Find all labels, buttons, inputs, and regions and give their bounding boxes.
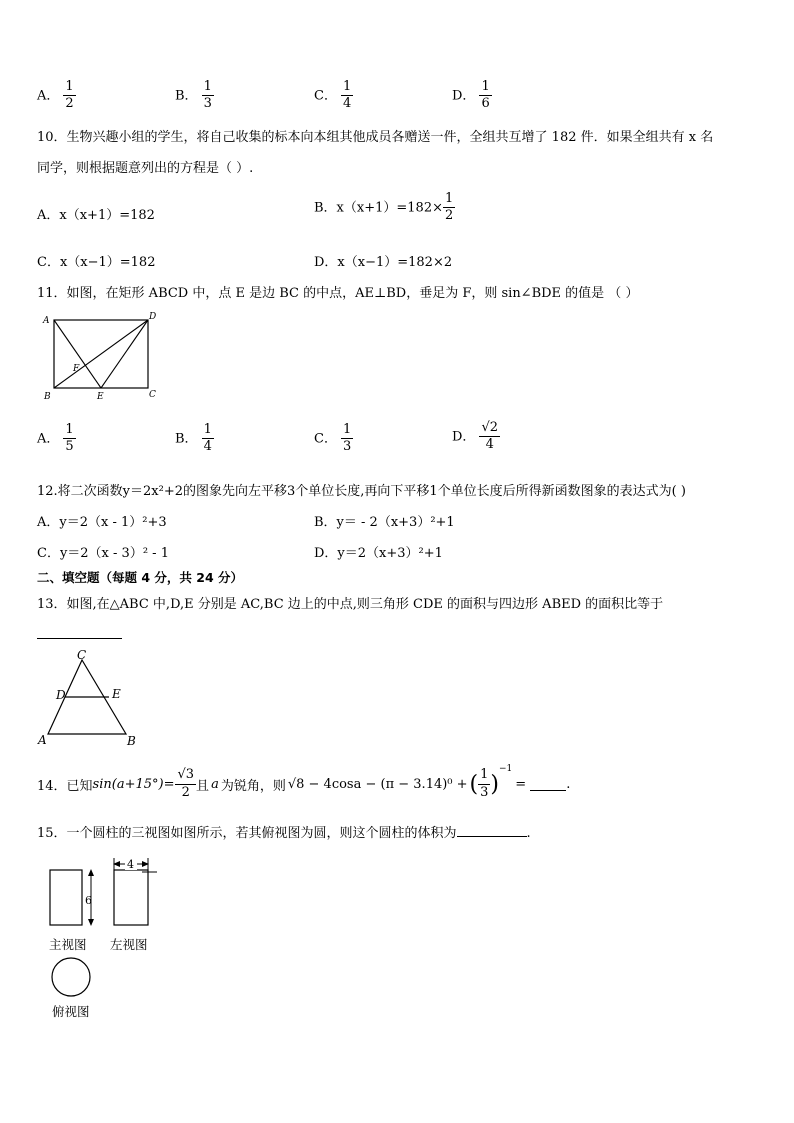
q15-end: . bbox=[526, 826, 531, 841]
q11-option-d bbox=[452, 421, 500, 453]
label-c: C bbox=[77, 648, 87, 662]
option-letter: B． bbox=[175, 88, 198, 104]
q12-option-b: B．y＝ - 2（x+3）²+1 bbox=[314, 515, 455, 530]
fraction: $\frac{√2}{4}$ bbox=[481, 420, 498, 453]
q9-option-c bbox=[314, 80, 353, 112]
q9-option-a bbox=[37, 80, 76, 112]
q10-stem-line1: 10．生物兴趣小组的学生，将自己收集的标本向本组其他成员各赠送一件，全组共互增了 182 件．如果全组共有 x 名 bbox=[37, 130, 714, 145]
fraction: $\frac{1}{4}$ bbox=[342, 79, 352, 112]
sqrt3-over-2-fraction: $\frac{√3}{2}$ bbox=[177, 767, 195, 800]
left-view-label: 左视图 bbox=[110, 937, 148, 952]
section-heading: 二、填空题（每题 4 分，共 24 分） bbox=[37, 570, 244, 585]
equals-sign: = bbox=[515, 776, 527, 792]
q10-stem-line2: 同学，则根据题意列出的方程是（ ）. bbox=[37, 161, 254, 176]
fraction: $\frac{1}{3}$ bbox=[342, 422, 352, 455]
q14-prefix: 14．已知 bbox=[37, 778, 93, 794]
top-view-circle-figure bbox=[50, 956, 94, 1000]
fraction: $\frac{1}{2}$ bbox=[65, 79, 74, 112]
label-e: E bbox=[112, 687, 121, 701]
option-letter: C． bbox=[314, 431, 337, 447]
front-view-label: 主视图 bbox=[49, 937, 87, 952]
left-paren: ( bbox=[469, 771, 479, 797]
option-text: B．x（x+1）=182× bbox=[314, 200, 443, 216]
q14-acute: 为锐角，则 bbox=[220, 778, 286, 794]
q14-and: 且 bbox=[196, 778, 210, 794]
exponent: −1 bbox=[499, 764, 513, 774]
option-letter: A． bbox=[37, 88, 60, 104]
q11-stem: 11．如图，在矩形 ABCD 中，点 E 是边 BC 的中点，AE⊥BD，垂足为 F，则 sin∠BDE 的值是 （ ） bbox=[37, 286, 639, 301]
label-f: F bbox=[73, 364, 80, 374]
q12-option-d: D．y＝2（x+3）²+1 bbox=[314, 546, 443, 561]
q10-option-d: D．x（x−1）=182×2 bbox=[314, 255, 453, 270]
width-dimension: 4 bbox=[127, 858, 134, 871]
q12-option-a: A．y＝2（x - 1）²+3 bbox=[37, 515, 167, 530]
q12-stem: 12.将二次函数y＝2x²+2的图象先向左平移3个单位长度,再向下平移1个单位长度后所得新函数图象的表达式为( ) bbox=[37, 484, 686, 499]
q15-stem bbox=[37, 822, 531, 841]
q14-stem bbox=[37, 762, 570, 806]
q11-option-a bbox=[37, 423, 76, 455]
q14-expression: √8 − 4cosa − (π − 3.14)⁰ + bbox=[287, 776, 468, 792]
label-d: D bbox=[149, 312, 157, 322]
left-view-rect bbox=[114, 870, 148, 925]
option-letter: D． bbox=[452, 429, 476, 445]
triangle-abc-figure bbox=[34, 646, 144, 750]
q15-answer-blank bbox=[457, 824, 527, 837]
option-letter: C． bbox=[314, 88, 337, 104]
q12-option-c: C．y＝2（x - 3）² - 1 bbox=[37, 546, 169, 561]
height-dimension: 6 bbox=[85, 894, 92, 907]
one-third-fraction: $\frac{1}{3}$ bbox=[480, 767, 489, 800]
q14-answer-blank bbox=[530, 778, 566, 791]
q11-option-c bbox=[314, 423, 353, 455]
q9-option-d bbox=[452, 80, 492, 112]
q14-sin-expression: sin(a+15°)= bbox=[92, 776, 175, 792]
q10-option-a: A．x（x+1）=182 bbox=[37, 208, 155, 223]
option-letter: B． bbox=[175, 431, 198, 447]
option-letter: D． bbox=[452, 88, 476, 104]
q13-stem: 13．如图,在△ABC 中,D,E 分别是 AC,BC 边上的中点,则三角形 CDE 的面积与四边形 ABED 的面积比等于 bbox=[37, 597, 664, 612]
three-view-drawing bbox=[44, 852, 164, 932]
front-view-rect bbox=[50, 870, 82, 925]
q11-option-b bbox=[175, 423, 214, 455]
label-b: B bbox=[44, 392, 51, 402]
fraction: $\frac{1}{3}$ bbox=[203, 79, 212, 112]
q9-option-b bbox=[175, 80, 214, 112]
fraction: $\frac{1}{2}$ bbox=[444, 191, 454, 224]
top-view-label: 俯视图 bbox=[52, 1004, 90, 1019]
right-paren: ) bbox=[490, 771, 500, 797]
q14-end: . bbox=[566, 776, 571, 792]
option-letter: A． bbox=[37, 431, 60, 447]
q15-text: 15．一个圆柱的三视图如图所示，若其俯视图为圆，则这个圆柱的体积为 bbox=[37, 826, 457, 841]
label-c: C bbox=[149, 390, 156, 400]
fraction: $\frac{1}{5}$ bbox=[65, 422, 74, 455]
label-e: E bbox=[97, 392, 104, 402]
fraction: $\frac{1}{4}$ bbox=[203, 422, 212, 455]
rectangle-abcd-figure bbox=[38, 310, 168, 402]
q10-option-b bbox=[314, 192, 455, 224]
label-b: B bbox=[127, 734, 136, 748]
q10-option-c: C．x（x−1）=182 bbox=[37, 255, 156, 270]
q14-alpha: a bbox=[211, 776, 219, 792]
label-a: A bbox=[38, 733, 47, 747]
q13-answer-blank bbox=[37, 624, 122, 639]
label-d: D bbox=[56, 688, 66, 702]
fraction: $\frac{1}{6}$ bbox=[481, 79, 490, 112]
label-a: A bbox=[43, 316, 50, 326]
